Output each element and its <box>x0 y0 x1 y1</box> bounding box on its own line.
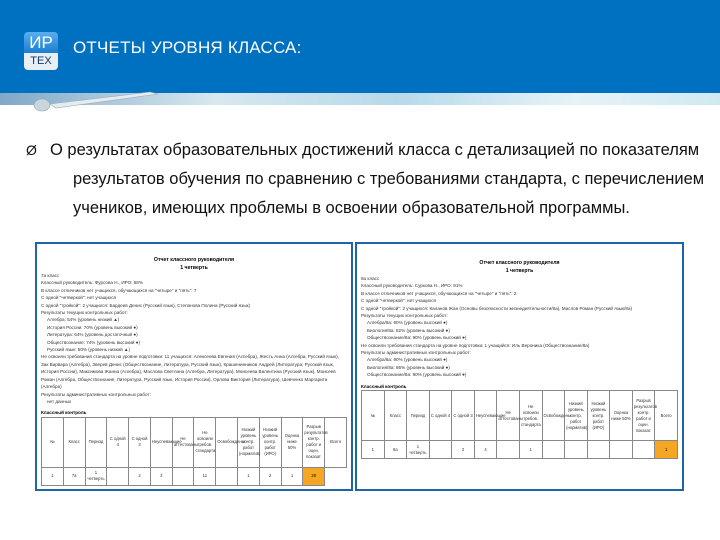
table-cell <box>429 441 452 459</box>
slide-header <box>0 0 720 93</box>
table-cell <box>542 441 565 459</box>
table-cell: 1 четверть <box>85 467 107 485</box>
admin-result-line: Алгебра/8а: 90% (уровень высокий ●) <box>367 357 448 363</box>
column-header: Всего <box>325 417 347 467</box>
report-line: Результаты текущих контрольных работ: <box>361 313 448 319</box>
table-header-row <box>42 417 347 467</box>
table-cell: 1 <box>519 441 542 459</box>
column-header: Освобождены <box>216 417 238 467</box>
result-line: Литература: 64% (уровень достаточный ●) <box>47 332 138 338</box>
not-mastered-text: Не освоили требования стандарта на уровне подготовки: 11 учащихся: Алексеева Евгения (Алгебра), Жесть Анна (Алгебра, Русский язык), Зак Варвара (Алгебра), Зверев Денис (Обществознание, Литература, Русский язык), Крашенинников Андрей (Литература, Русский язык, История России), Максимова Жанна (Алгебра), Маслова Светлана (Алгебра, Литература), Моисеева Валентина (Русский язык), Моисеев Роман (Алгебра, Обществознание, Литература, Русский язык, История России), Орлова Виктория (Литература), Шевченко Маргарита (Алгебра) <box>41 354 339 390</box>
table-cell: 2 <box>129 467 151 485</box>
report-line: Результаты текущих контрольных работ: <box>41 310 128 316</box>
result-line: История России: 70% (уровень высокий ●) <box>47 324 138 330</box>
slide-title: ОТЧЕТЫ УРОВНЯ КЛАССА: <box>73 38 302 57</box>
irtech-logo <box>24 32 58 70</box>
report-line: С одной "тройкой": 2 учащихся: Каланов Жан (Основы безопасности жизнедеятельности/8а), Маслов Роман (Русский язык/8а) <box>361 305 633 311</box>
bullet-point <box>26 136 706 223</box>
table-cell: 1 <box>42 467 64 485</box>
column-header: Разрыв результатов контр. работ и оцен. показат. <box>303 417 325 467</box>
column-header: Не аттестованы <box>172 417 194 467</box>
report-line: С одной "тройкой": 2 учащихся: Бардеев Денис (Русский язык), Степанова Полина (Русский язык) <box>41 302 251 308</box>
report-line: 8а класс <box>361 276 380 281</box>
column-header: № <box>42 417 64 467</box>
admin-result-line: нет данных <box>47 398 72 404</box>
class-report-8a <box>355 242 684 491</box>
control-heading: Классный контроль <box>361 383 407 389</box>
report-period: 1 четверть <box>180 265 208 271</box>
column-header: Период <box>85 417 107 467</box>
table-cell: 2 <box>452 441 475 459</box>
table-cell: 1 четверть <box>407 441 430 459</box>
not-mastered-text: Не освоили требования стандарта на уровне подготовки: 1 учащийся: Иль Вероника (Обществознание/8а) <box>361 342 590 348</box>
control-heading: Классный контроль <box>41 410 87 416</box>
table-cell: 20 <box>303 467 325 485</box>
report-title: Отчет классного руководителя <box>153 257 235 263</box>
table-cell: 3 <box>150 467 172 485</box>
class-control-table <box>361 390 678 459</box>
column-header: Не освоили требов. стандарта <box>194 417 216 467</box>
report-line: 7а класс <box>41 273 60 278</box>
arrow-bullet-icon: Ø <box>26 142 37 158</box>
table-cell <box>172 467 194 485</box>
table-cell <box>107 467 129 485</box>
column-header: Класс <box>384 391 407 441</box>
result-line: Алгебра/8а: 90% (уровень высокий ●) <box>367 320 448 326</box>
report-line: Классный руководитель: Суркова Н., ИРО: 91% <box>361 283 463 289</box>
column-header: Разрыв результатов контр. работ и оцен. показат. <box>632 391 655 441</box>
report-line: С одной "четверкой": нет учащихся <box>41 295 116 301</box>
table-cell: 1 <box>362 441 385 459</box>
column-header: Оценка ниже 50% <box>610 391 633 441</box>
column-header: С одной 3 <box>129 417 151 467</box>
class-control-table <box>41 417 347 486</box>
result-line: Алгебра: 54% (уровень низкий ▲) <box>47 317 120 323</box>
result-line: Русский язык: 50% (уровень низкий ▲) <box>47 347 130 353</box>
table-cell: 11 <box>194 467 216 485</box>
admin-heading: Результаты административных контрольных работ: <box>41 391 151 397</box>
table-cell: 1 <box>655 441 678 459</box>
table-cell: 2 <box>259 467 281 485</box>
column-header: № <box>362 391 385 441</box>
result-line: Обществознание: 74% (уровень высокий ●) <box>47 339 141 345</box>
report-title: Отчет классного руководителя <box>479 260 560 266</box>
admin-result-line: Обществознание/8а: 90% (уровень высокий ●) <box>367 372 467 378</box>
table-cell: 4 <box>474 441 497 459</box>
table-cell: 1 <box>238 467 260 485</box>
table-row <box>42 467 347 485</box>
column-header: Низкий уровень контр. работ (норматив) <box>238 417 260 467</box>
column-header: Период <box>407 391 430 441</box>
table-cell <box>587 441 610 459</box>
table-cell <box>497 441 520 459</box>
table-cell: 7а <box>63 467 85 485</box>
report-line: Классный руководитель: Фурсова Н., ИРО: 58% <box>41 280 143 286</box>
column-header: Не аттестованы <box>497 391 520 441</box>
table-cell <box>216 467 238 485</box>
result-line: Биология/8а: 82% (уровень высокий ●) <box>367 327 450 333</box>
report-period: 1 четверть <box>505 268 534 274</box>
column-header: Не освоили требов. стандарта <box>519 391 542 441</box>
report-line: С одной "четверкой": нет учащихся <box>361 298 436 304</box>
table-cell: 8а <box>384 441 407 459</box>
column-header: Всего <box>655 391 678 441</box>
admin-result-line: Биология/8а: 86% (уровень высокий ●) <box>367 364 450 370</box>
table-cell <box>632 441 655 459</box>
report-line: В классе отличников нет учащихся, обучающихся на "четыре" и "пять": 2 <box>361 290 517 296</box>
column-header: Неуспевающие <box>474 391 497 441</box>
table-cell <box>610 441 633 459</box>
table-row <box>362 441 678 459</box>
table-cell: 1 <box>281 467 303 485</box>
admin-heading: Результаты административных контрольных работ: <box>361 350 471 356</box>
column-header: Неуспевающие <box>150 417 172 467</box>
column-header: Освобождены <box>542 391 565 441</box>
column-header: С одной 4 <box>107 417 129 467</box>
column-header: Оценка ниже 50% <box>281 417 303 467</box>
logo-bottom-text: ТЕХ <box>24 53 58 70</box>
result-line: Обществознание/8а: 90% (уровень высокий ●) <box>367 335 467 341</box>
column-header: Низкий уровень контр. работ (норматив) <box>565 391 588 441</box>
logo-top-text: ИР <box>24 32 58 53</box>
column-header: С одной 4 <box>429 391 452 441</box>
table-header-row <box>362 391 678 441</box>
column-header: Класс <box>63 417 85 467</box>
bullet-text: О результатах образовательных достижений класса с детализацией по показателям результатов обучения по сравнению с требованиями стандарта, с перечислением учеников, имеющих проблемы в освоении образовательной программы. <box>50 141 705 217</box>
keyboard-mouse-icon <box>30 90 160 112</box>
class-report-7a <box>35 242 353 491</box>
table-cell <box>565 441 588 459</box>
column-header: С одной 3 <box>452 391 475 441</box>
report-line: В классе отличников нет учащихся, обучающихся на "четыре" и "пять": 7 <box>41 287 197 293</box>
column-header: Низкий уровень контр. работ (ИРО) <box>259 417 281 467</box>
column-header: Низкий уровень контр. работ (ИРО) <box>587 391 610 441</box>
